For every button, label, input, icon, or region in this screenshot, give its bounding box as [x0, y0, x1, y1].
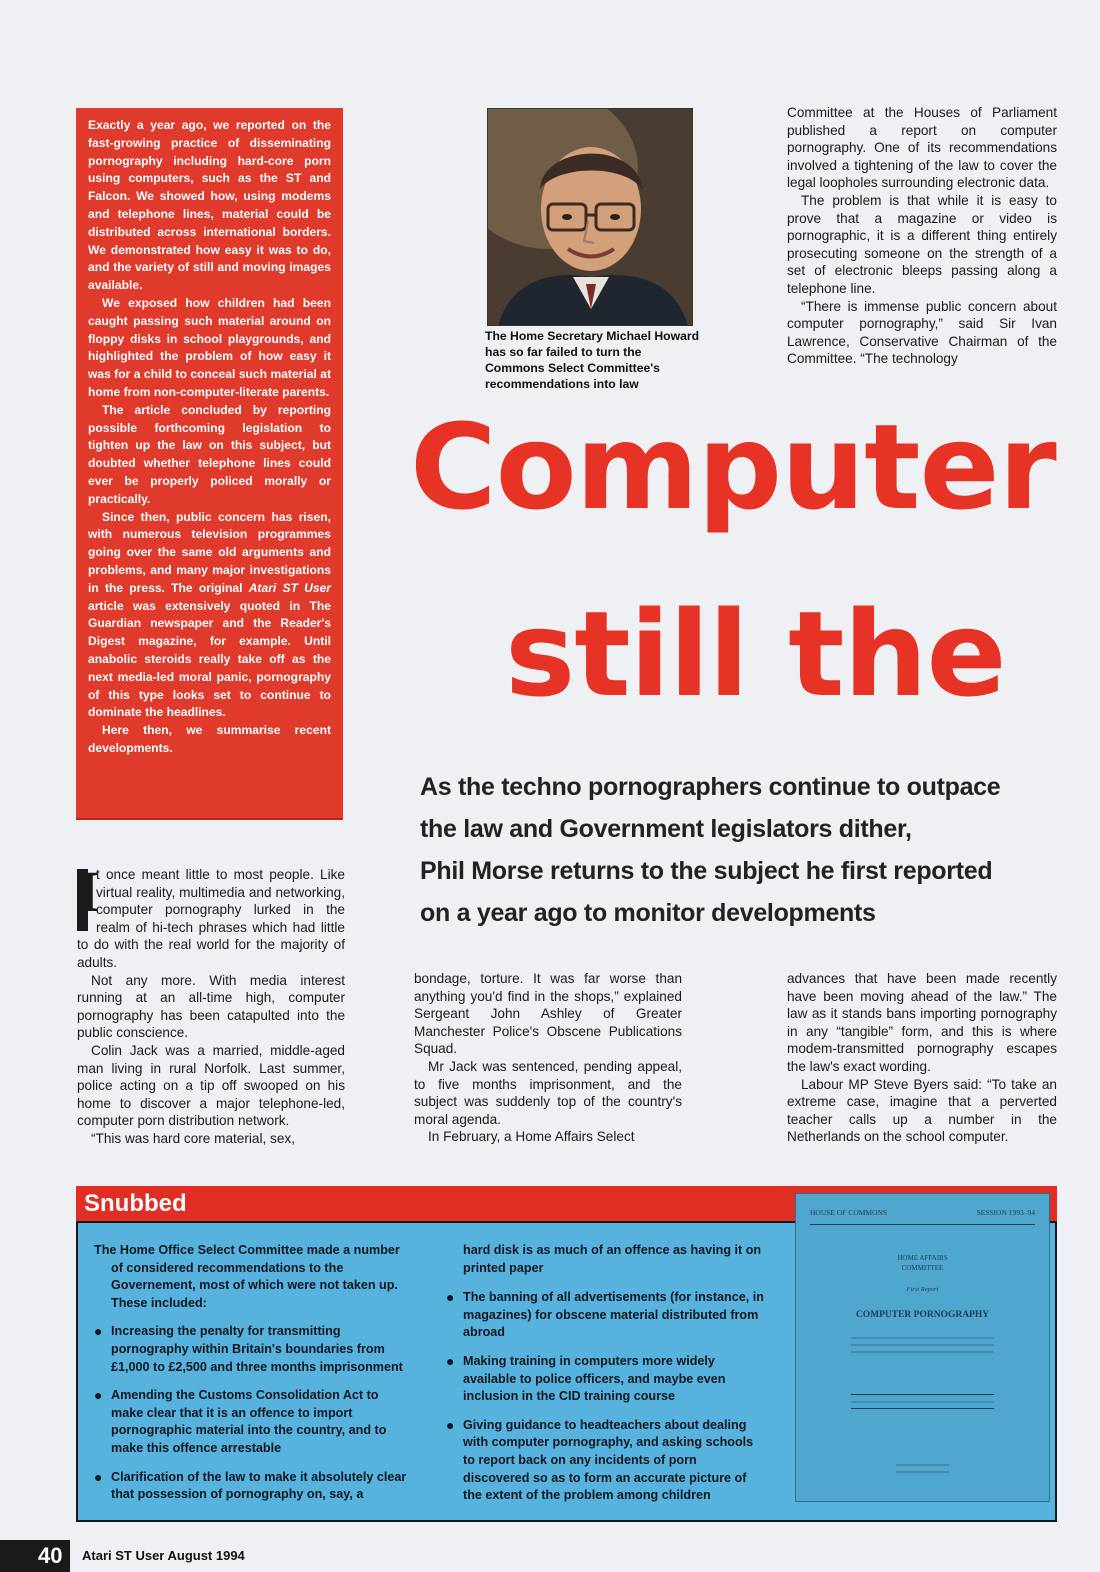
- snubbed-column-1: [94, 1242, 414, 1515]
- body-paragraph: Not any more. With media interest running at an all-time high, computer pornography has been catapulted into the public conscience.: [77, 972, 345, 1041]
- portrait-photo: [487, 108, 693, 326]
- report-rule: [851, 1408, 994, 1409]
- report-committee-2: COMMITTEE: [901, 1264, 944, 1272]
- recommendation-text: The banning of all advertisements (for instance, in magazines) for obscene material distributed from abroad: [463, 1290, 764, 1340]
- recommendation-item: [94, 1323, 414, 1376]
- report-cover-image: [795, 1193, 1050, 1502]
- body-paragraph: bondage, torture. It was far worse than anything you'd find in the shops,” explained Sergeant John Ashley of Greater Manchester Police's Obscene Publications Squad.: [414, 971, 682, 1057]
- intro-box: [76, 108, 343, 820]
- recommendation-text: Increasing the penalty for transmitting pornography within Britain's boundaries from £1,000 to £2,500 and three months imprisonment: [111, 1324, 403, 1374]
- report-text-lines: [851, 1337, 994, 1339]
- bullet-icon: ●: [94, 1387, 103, 1404]
- snubbed-column-2: [446, 1242, 766, 1516]
- body-paragraph: [77, 859, 345, 972]
- intro-paragraph: [88, 509, 331, 723]
- magazine-title: Atari ST User: [248, 580, 332, 595]
- intro-text: Since then, public concern has risen, with numerous television programmes going over the same old arguments and problems, and many major investigations in the press. The original: [88, 509, 331, 595]
- headline-line-1: Computer: [410, 398, 1056, 536]
- portrait-illustration: [488, 109, 693, 326]
- recommendation-item: [446, 1417, 766, 1505]
- body-paragraph: In February, a Home Affairs Select: [428, 1129, 635, 1145]
- body-paragraph: Committee at the Houses of Parliament published a report on computer pornography. One of its recommendations involved a tightening of the law to cover the legal loopholes surrounding electronic data.: [787, 105, 1057, 191]
- snubbed-intro: The Home Office Select Committee made a number of considered recommendations to the Governement, most of which were not taken up. These included:: [94, 1243, 400, 1310]
- report-text-lines: [851, 1401, 994, 1403]
- report-rule: [810, 1224, 1035, 1225]
- snubbed-title: Snubbed: [84, 1190, 187, 1217]
- intro-paragraph: Exactly a year ago, we reported on the fast-growing practice of disseminating pornography including hard-core porn using computers, such as the ST and Falcon. We showed how, using modems and telephone lines, material could be distributed across international borders. We demonstrated how easy it was to do, and the variety of still and moving images available.: [88, 118, 331, 293]
- report-number: First Report: [906, 1286, 939, 1293]
- recommendation-continuation: hard disk is as much of an offence as having it on printed paper: [463, 1243, 762, 1275]
- recommendation-text: Amending the Customs Consolidation Act to make clear that it is an offence to import pornographic material into the country, and to make this offence arrestable: [111, 1388, 387, 1455]
- body-paragraph: Labour MP Steve Byers said: “To take an extreme case, imagine that a perverted teacher calls up a number in the Netherlands on the school computer.: [787, 1076, 1057, 1145]
- recommendation-text: Clarification of the law to make it absolutely clear that possession of pornography on, say, a: [111, 1469, 407, 1502]
- report-house: HOUSE OF COMMONS: [810, 1208, 888, 1217]
- report-session: SESSION 1993–94: [976, 1208, 1035, 1217]
- report-text-lines: [896, 1464, 949, 1466]
- report-header: [810, 1208, 1035, 1217]
- body-paragraph: advances that have been made recently have been moving ahead of the law.” The law as it stands bans importing pornography in any “tangible” form, and this is where modem-transmitted pornography escapes the law's exact wording.: [787, 971, 1057, 1074]
- report-rule: [851, 1394, 994, 1395]
- standfirst-line: Phil Morse returns to the subject he first reported: [420, 857, 993, 885]
- recommendation-text: Making training in computers more widely available to police officers, and maybe even inclusion in the CID training course: [463, 1353, 726, 1404]
- text-column-top-right: [787, 104, 1057, 368]
- recommendation-item: [94, 1469, 414, 1504]
- body-paragraph: Mr Jack was sentenced, pending appeal, to five months imprisonment, and the subject was suddenly top of the country's moral agenda.: [414, 1058, 682, 1127]
- report-text-lines: [851, 1351, 994, 1353]
- bullet-icon: ●: [446, 1289, 455, 1306]
- photo-caption: The Home Secretary Michael Howard has so far failed to turn the Commons Select Committee's recommendations into law: [485, 329, 700, 391]
- bullet-icon: ●: [94, 1323, 103, 1340]
- body-paragraph: Colin Jack was a married, middle-aged man living in rural Norfolk. Last summer, police acting on a tip off swooped on his home to discover a major telephone-led, computer porn distribution network.: [77, 1042, 345, 1129]
- recommendation-item: [446, 1289, 766, 1342]
- report-text-lines: [896, 1471, 949, 1473]
- body-paragraph: “This was hard core material, sex,: [91, 1130, 295, 1146]
- page-number: 40: [38, 1543, 63, 1568]
- report-text-lines: [851, 1344, 994, 1346]
- intro-text: article was extensively quoted in The Guardian newspaper and the Reader's Digest magazine, for example. Until anabolic steroids really take off as the next media-led moral panic, pornography of this type looks set to continue to dominate the headlines.: [88, 598, 331, 720]
- intro-paragraph: Here then, we summarise recent developments.: [88, 723, 331, 755]
- report-title: COMPUTER PORNOGRAPHY: [855, 1310, 990, 1320]
- text-column-2: [414, 970, 682, 1146]
- bullet-icon: ●: [446, 1352, 455, 1369]
- intro-paragraph: The article concluded by reporting possible forthcoming legislation to tighten up the law on this subject, but doubted whether telephone lines could ever be properly policed morally or practically.: [88, 402, 331, 506]
- report-committee-1: HOME AFFAIRS: [897, 1254, 948, 1262]
- bullet-icon: ●: [446, 1416, 455, 1433]
- body-paragraph: “There is immense public concern about computer pornography,” said Sir Ivan Lawrence, Conservative Chairman of the Committee. “The technology: [787, 298, 1057, 367]
- body-paragraph: The problem is that while it is easy to prove that a magazine or video is pornographic, it is a different thing entirely prosecuting someone on the strength of a set of electronic bleeps passing along a telephone line.: [787, 192, 1057, 296]
- headline-line-2: still the: [505, 585, 1006, 723]
- recommendation-item: [446, 1353, 766, 1406]
- text-column-1: [77, 859, 345, 1148]
- footer-publication: Atari ST User August 1994: [82, 1548, 245, 1563]
- drop-cap: I: [77, 869, 88, 931]
- recommendation-text: Giving guidance to headteachers about dealing with computer pornography, and asking schools to report back on any incidents of porn discovered so as to form an accurate picture of the extent of the problem among children: [463, 1417, 754, 1503]
- bullet-icon: ●: [94, 1468, 103, 1485]
- standfirst: [420, 766, 1040, 934]
- body-text: t once meant little to most people. Like virtual reality, multimedia and networking, computer pornography lurked in the realm of hi-tech phrases which had little to do with the real world for the majority of adults.: [77, 867, 345, 970]
- standfirst-line: on a year ago to monitor developments: [420, 899, 876, 927]
- recommendation-item: [94, 1387, 414, 1457]
- text-column-3: [787, 970, 1057, 1146]
- standfirst-line: As the techno pornographers continue to outpace: [420, 773, 1001, 801]
- intro-paragraph: We exposed how children had been caught passing such material around on floppy disks in school playgrounds, and highlighted the problem of how easy it was for a child to conceal such material at home from non-computer-literate parents.: [88, 295, 331, 399]
- standfirst-line: the law and Government legislators dither,: [420, 815, 912, 843]
